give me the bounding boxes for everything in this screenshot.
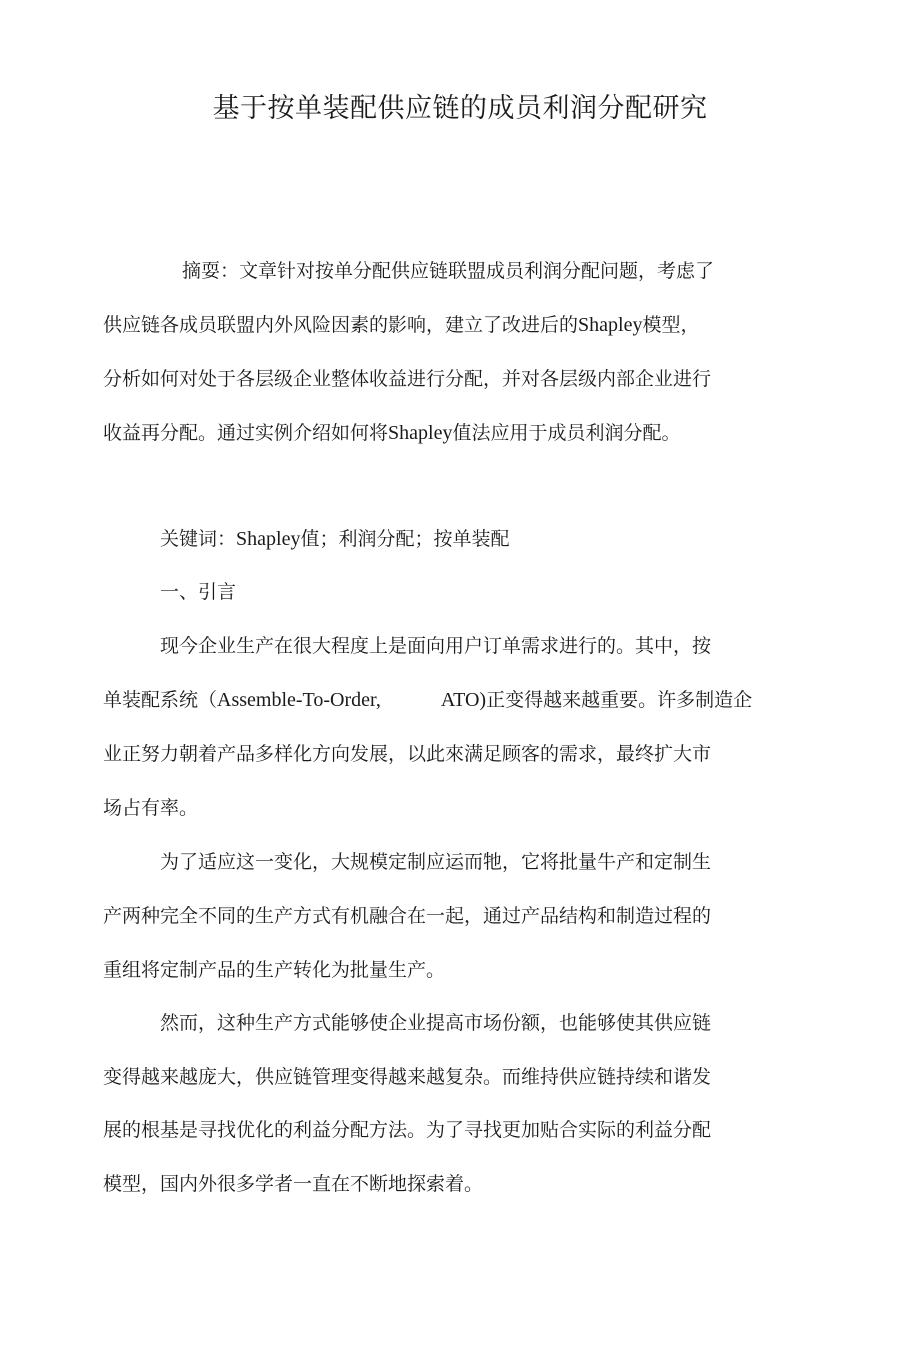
para1-term: Assemble-To-Order, xyxy=(217,689,381,711)
para2-line-3: 重组将定制产品的生产转化为批量生产。 xyxy=(103,959,446,981)
keywords-text: 值；利润分配；按单装配 xyxy=(300,528,510,550)
abstract-line-2 xyxy=(103,313,699,337)
para1-text: 正变得越来越重要。许多制造企 xyxy=(486,689,753,711)
abstract-line-3: 分析如何对处于各层级企业整体收益进行分配，并对各层级内部企业进行 xyxy=(103,368,712,390)
abstract-text: 供应链各成员联盟内外风险因素的影响，建立了改进后的 xyxy=(103,314,579,336)
para1-line-2 xyxy=(103,688,752,712)
para3-line-2: 变得越来越庞大，供应链管理变得越来越复杂。而维持供应链持续和谐发 xyxy=(103,1066,712,1088)
keywords-label: 关键词： xyxy=(160,528,237,550)
para2-line-2: 产两种完全不同的生产方式有机融合在一起，通过产品结构和制造过程的 xyxy=(103,905,712,927)
para3-line-1: 然而，这种生产方式能够使企业提高市场份额，也能够使其供应链 xyxy=(160,1012,712,1034)
section-heading: 一、引言 xyxy=(160,581,237,603)
abstract-text: 模型， xyxy=(642,314,700,336)
abstract-text: 收益再分配。通过实例介绍如何将 xyxy=(103,422,389,444)
abstract-text: 值法应用于成员利润分配。 xyxy=(452,422,681,444)
para1-line-1: 现今企业生产在很大程度上是面向用户订单需求进行的。其中，按 xyxy=(160,635,712,657)
page-title: 基于按单装配供应链的成员利润分配研究 xyxy=(212,93,708,124)
para2-line-1: 为了适应这一变化，大规模定制应运而牠，它将批量牛产和定制生 xyxy=(160,851,712,873)
abstract-term: Shapley xyxy=(388,422,453,444)
para1-line-3: 业正努力朝着产品多样化方向发展，以此來满足顾客的需求，最终扩大市 xyxy=(103,743,712,765)
para3-line-3: 展的根基是寻找优化的利益分配方法。为了寻找更加贴合实际的利益分配 xyxy=(103,1119,712,1141)
para1-term: ATO) xyxy=(440,689,487,711)
abstract-line-4 xyxy=(103,421,680,445)
abstract-line-1: 摘耍：文章针对按单分配供应链联盟成员利润分配问题，考虑了 xyxy=(182,260,715,282)
keywords-term: Shapley xyxy=(236,528,301,550)
keywords-line xyxy=(160,527,509,551)
abstract-term: Shapley xyxy=(578,314,643,336)
para1-text: 单装配系统（ xyxy=(103,689,218,711)
para3-line-4: 模型，国内外很多学者一直在不断地探索着。 xyxy=(103,1173,484,1195)
para1-line-4: 场占有率。 xyxy=(103,797,199,819)
